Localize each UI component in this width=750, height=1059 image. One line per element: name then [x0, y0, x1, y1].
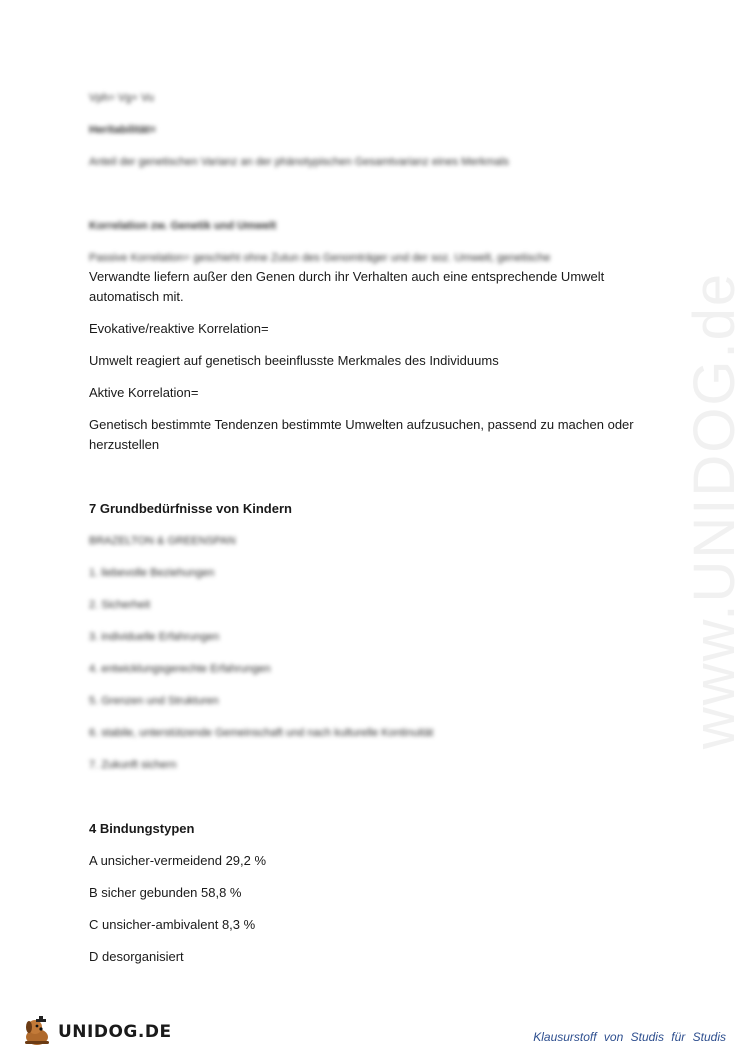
correlation-heading: Korrelation zw. Genetik und Umwelt [89, 220, 277, 232]
unidog-logo[interactable] [22, 1014, 172, 1050]
passive-correlation-line1: Passive Korrelation= geschieht ohne Zutun des Genomträger und der soz. Umwelt, genetische [89, 252, 551, 264]
active-heading: Aktive Korrelation= [89, 385, 199, 400]
heritability-definition: Anteil der genetischen Varianz an der phänotypischen Gesamtvarianz eines Merkmals [89, 156, 509, 168]
footer-tagline: Klausurstoff von Studis für Studis [533, 1030, 726, 1044]
logo-text: UNIDOG.DE [58, 1022, 172, 1042]
needs-authors: BRAZELTON & GREENSPAN [89, 535, 236, 547]
need-item: 2. Sicherheit [89, 599, 151, 611]
need-item: 5. Grenzen und Strukturen [89, 695, 219, 707]
attachment-type: B sicher gebunden 58,8 % [89, 885, 242, 900]
formula-line: Vph= Vg+ Vu [89, 92, 155, 104]
attachment-type: A unsicher-vermeidend 29,2 % [89, 853, 267, 868]
need-item: 3. individuelle Erfahrungen [89, 631, 220, 643]
active-definition-line2: herzustellen [89, 437, 160, 452]
evocative-heading: Evokative/reaktive Korrelation= [89, 321, 269, 336]
need-item: 6. stabile, unterstützende Gemeinschaft und nach kulturelle Kontinuität [89, 727, 434, 739]
attachment-type: C unsicher-ambivalent 8,3 % [89, 917, 256, 932]
active-definition-line1: Genetisch bestimmte Tendenzen bestimmte Umwelten aufzusuchen, passend zu machen oder [89, 417, 634, 432]
evocative-definition: Umwelt reagiert auf genetisch beeinflusste Merkmales des Individuums [89, 353, 499, 368]
watermark [655, 271, 750, 749]
watermark-text: www.UNIDOG.de [682, 271, 748, 749]
attachment-type: D desorganisiert [89, 949, 184, 964]
passive-correlation-line2: Verwandte liefern außer den Genen durch ihr Verhalten auch eine entsprechende Umwelt [89, 269, 605, 284]
needs-heading: 7 Grundbedürfnisse von Kindern [89, 501, 292, 516]
need-item: 1. liebevolle Beziehungen [89, 567, 215, 579]
dog-mascot-icon [22, 1015, 56, 1049]
passive-correlation-line3: automatisch mit. [89, 289, 184, 304]
need-item: 4. entwicklungsgerechte Erfahrungen [89, 663, 271, 675]
need-item: 7. Zukunft sichern [89, 759, 177, 771]
heritability-heading: Heritabilität= [89, 124, 156, 136]
attachment-heading: 4 Bindungstypen [89, 821, 195, 836]
